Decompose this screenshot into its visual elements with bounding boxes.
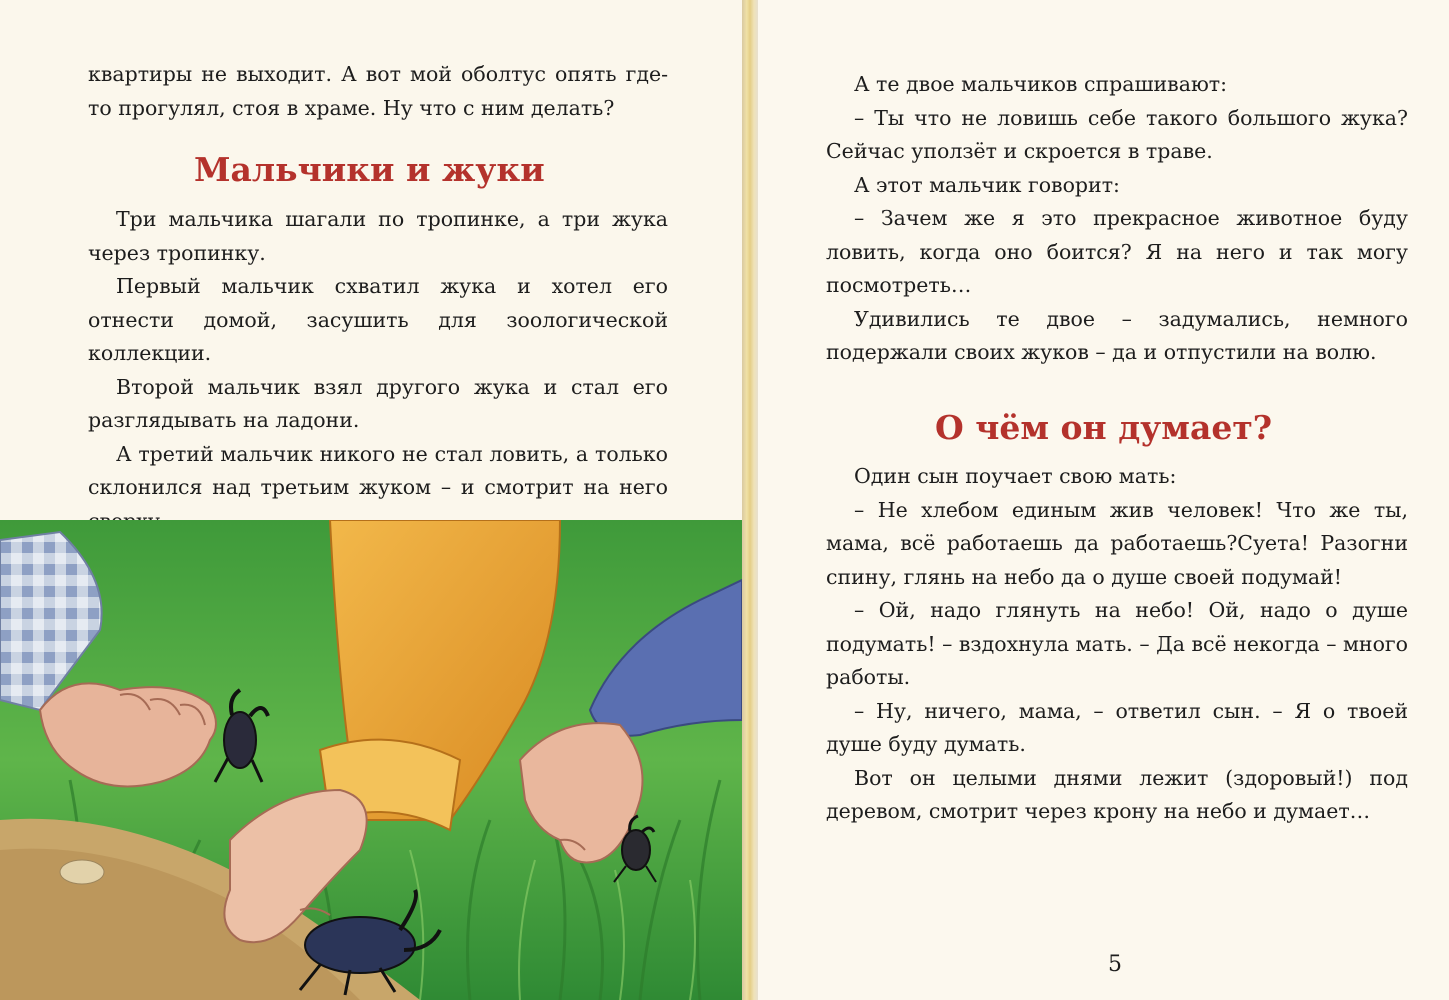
paragraph: А те двое мальчиков спрашивают:	[854, 72, 1228, 96]
paragraph: – Ой, надо глянуть на небо! Ой, надо о душе подумать! – вздохнула мать. – Да всё некогда – много работы.	[826, 598, 1409, 689]
illustration-hands-and-beetles	[0, 520, 742, 1000]
continuation-paragraph: квартиры не выходит. А вот мой оболтус опять где-то прогулял, стоя в храме. Ну что с ним делать?	[88, 62, 668, 120]
paragraph: – Зачем же я это прекрасное животное буду ловить, когда оно боится? Я на него и так могу посмотреть…	[826, 206, 1408, 297]
page-number: 5	[1108, 952, 1122, 977]
paragraph: – Ну, ничего, мама, – ответил сын. – Я о твоей душе буду думать.	[826, 698, 1408, 756]
story-text-boys-and-beetles-continued	[826, 68, 1408, 370]
previous-story-ending	[88, 58, 668, 125]
story-text-what-is-he-thinking	[826, 460, 1408, 829]
paragraph: Вот он целыми днями лежит (здоровый!) под деревом, смотрит через крону на небо и думает…	[826, 765, 1408, 823]
paragraph: Второй мальчик взял другого жука и стал его разглядывать на ладони.	[88, 374, 668, 432]
paragraph: Один сын поучает свою мать:	[854, 464, 1177, 488]
story-title-boys-and-beetles: Мальчики и жуки	[194, 150, 545, 189]
paragraph: А этот мальчик говорит:	[854, 172, 1120, 197]
paragraph: – Не хлебом единым жив человек! Что же ты, мама, всё работаешь да работаешь?Суета! Разогни спину, глянь на небо да о душе своей подумай!	[826, 497, 1408, 589]
story-title-what-is-he-thinking: О чём он думает?	[935, 408, 1273, 447]
paragraph: Удивились те двое – задумались, немного подержали своих жуков – да и отпустили на волю.	[826, 306, 1408, 364]
book-gutter	[742, 0, 758, 1000]
story-text-boys-and-beetles	[88, 203, 668, 538]
paragraph: – Ты что не ловишь себе такого большого жука? Сейчас уползёт и скроется в траве.	[826, 105, 1408, 163]
paragraph: Три мальчика шагали по тропинке, а три жука через тропинку.	[88, 207, 668, 265]
paragraph: Первый мальчик схватил жука и хотел его отнести домой, засушить для зоологической коллекции.	[88, 274, 668, 365]
paragraph: А третий мальчик никого не стал ловить, а только склонился над третьим жуком – и смотрит на него	[88, 441, 668, 499]
